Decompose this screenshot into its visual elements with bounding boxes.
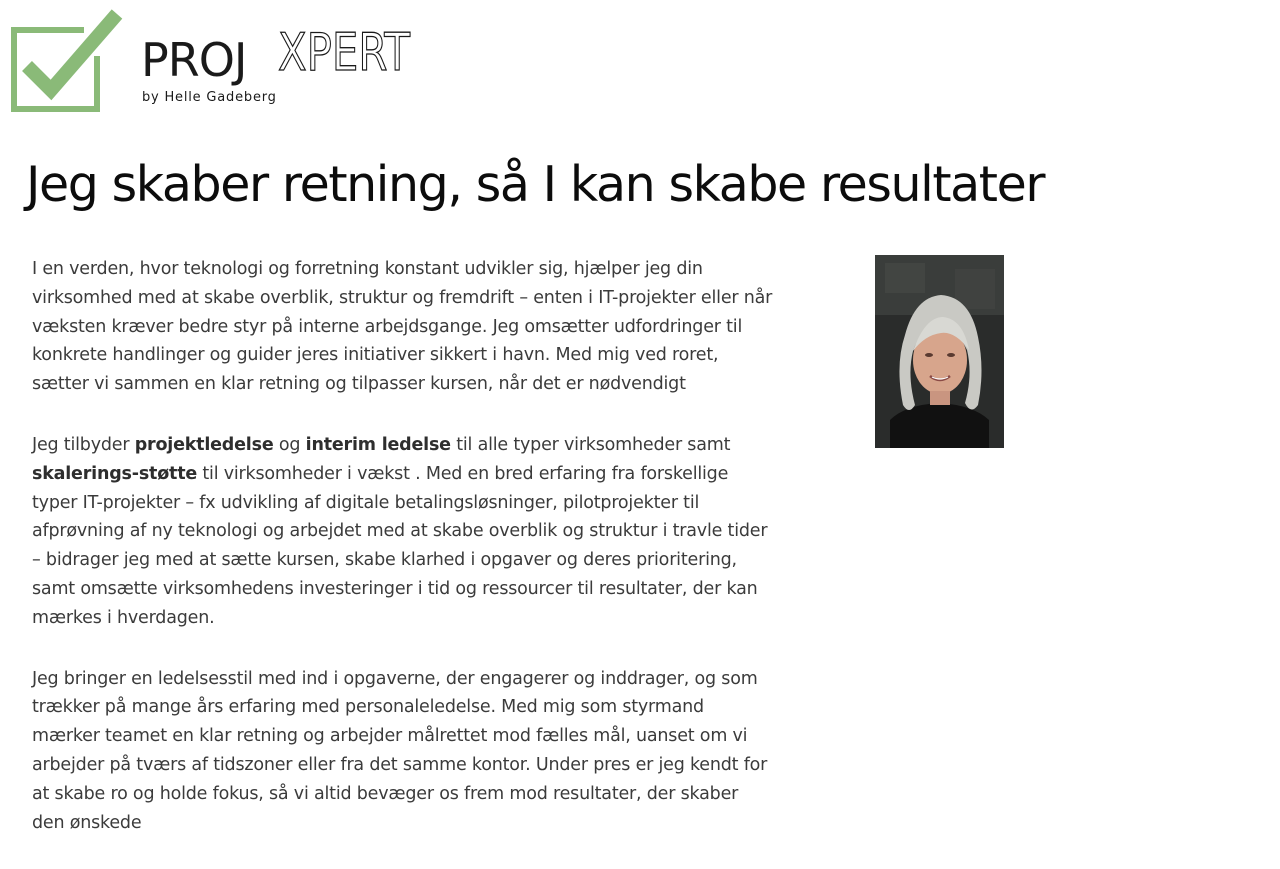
intro-section bbox=[32, 255, 774, 869]
brand-name-right bbox=[278, 23, 412, 83]
p2-text-2: og bbox=[273, 434, 306, 455]
page-title: Jeg skaber retning, så I kan skabe resultater bbox=[26, 156, 1045, 213]
brand-tagline: by Helle Gadeberg bbox=[142, 90, 277, 105]
keyword-interim-ledelse: interim ledelse bbox=[305, 434, 451, 455]
portrait-illustration bbox=[875, 255, 1004, 448]
p2-text-1: Jeg tilbyder bbox=[32, 434, 135, 455]
checkmark-icon bbox=[10, 10, 122, 112]
brand-name-left: PROJ bbox=[141, 33, 247, 87]
keyword-skalerings-stotte: skalerings-støtte bbox=[32, 463, 198, 484]
portrait-image bbox=[875, 255, 1004, 448]
intro-paragraph-2 bbox=[32, 431, 774, 633]
intro-paragraph-3: Jeg bringer en ledelsesstil med ind i opgaverne, der engagerer og inddrager, og som trækker på mange års erfaring med personaleledelse. Med mig som styrmand mærker teamet en klar retning og arbejder målrettet mod fælles mål, uanset om vi arbejder på tværs af tidszoner eller fra det samme kontor. Under pres er jeg kendt for at skabe ro og holde fokus, så vi altid bevæger os frem mod resultater, der skaber den ønskede bbox=[32, 668, 768, 833]
p2-text-4: til virksomheder i vækst . Med en bred erfaring fra forskellige typer IT-projekter – fx udvikling af digitale betalingsløsninger, pilotprojekter til afprøvning af ny teknologi og arbejdet med at skabe overblik og struktur i travle tider – bidrager jeg med at sætte kursen, skabe klarhed i opgaver og deres prioritering, samt omsætte virksomhedens investeringer i tid og ressourcer til resultater, der kan mærkes i hverdagen. bbox=[32, 463, 768, 628]
p2-text-3: til alle typer virksomheder samt bbox=[450, 434, 731, 455]
keyword-projektledelse: projektledelse bbox=[134, 434, 274, 455]
intro-paragraph-1: I en verden, hvor teknologi og forretning konstant udvikler sig, hjælper jeg din virksomhed med at skabe overblik, struktur og fremdrift – enten i IT-projekter eller når væksten kræver bedre styr på interne arbejdsgange. Jeg omsætter udfordringer til konkrete handlinger og guider jeres initiativer sikkert i havn. Med mig ved roret, sætter vi sammen en klar retning og tilpasser kursen, når det er nødvendigt bbox=[32, 259, 773, 395]
site-logo-link[interactable] bbox=[10, 10, 420, 112]
brand-name-right-text: XPERT bbox=[278, 23, 411, 83]
